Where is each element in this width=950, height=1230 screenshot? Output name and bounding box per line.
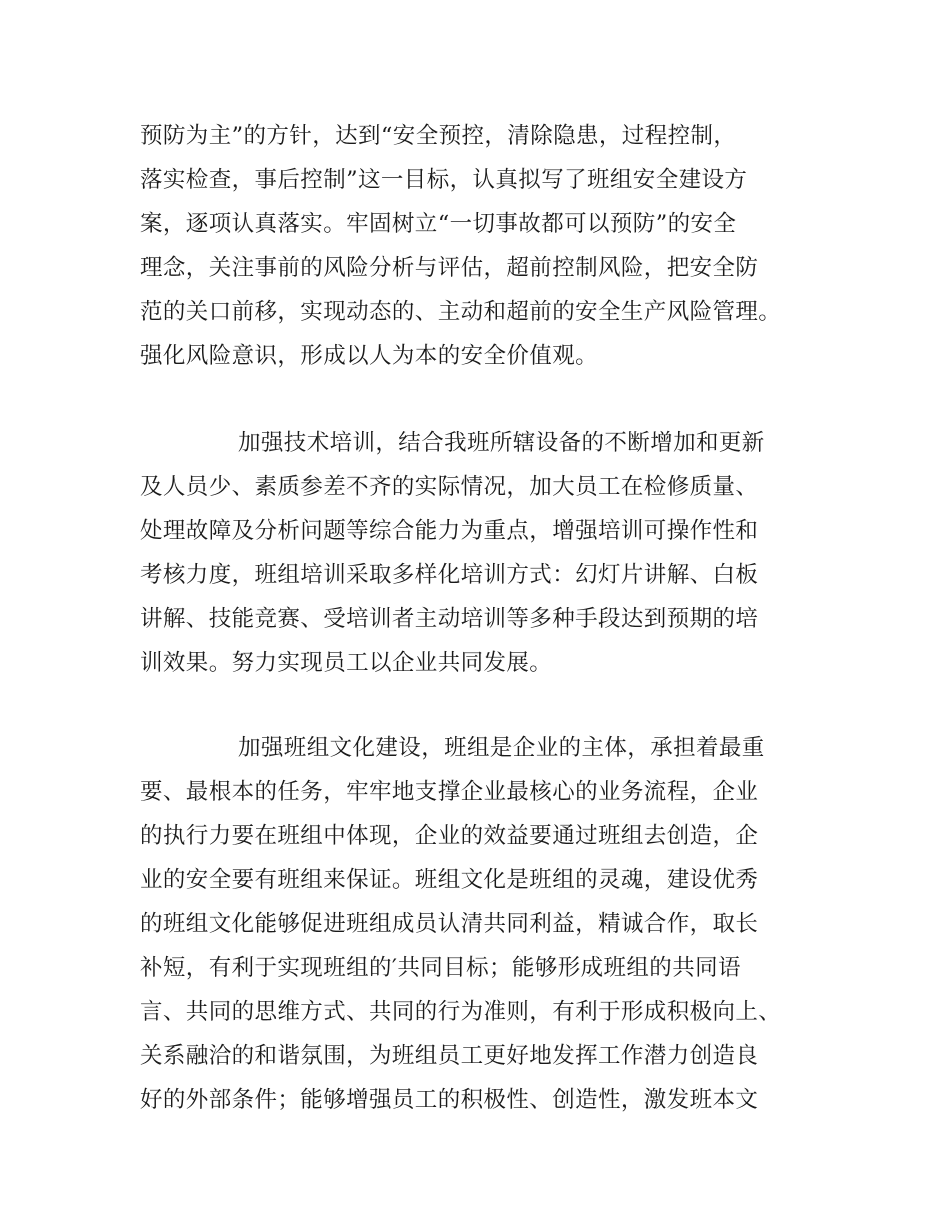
text-line: 讲解、技能竞赛、受培训者主动培训等多种手段达到预期的培: [140, 606, 759, 632]
text-line: 言、共同的思维方式、共同的行为准则，有利于形成积极向上、: [140, 999, 782, 1025]
text-line: 关系融洽的和谐氛围，为班组员工更好地发挥工作潜力创造良: [140, 1043, 759, 1069]
text-line: 补短，有利于实现班组的′共同目标；能够形成班组的共同语: [140, 955, 741, 981]
text-line: 的班组文化能够促进班组成员认清共同利益，精诚合作，取长: [140, 911, 759, 937]
text-line: 处理故障及分析问题等综合能力为重点，增强培训可操作性和: [140, 518, 759, 544]
text-line: 考核力度，班组培训采取多样化培训方式：幻灯片讲解、白板: [140, 562, 759, 588]
text-line: 范的关口前移，实现动态的、主动和超前的安全生产风险管理。: [140, 299, 782, 325]
text-line: 及人员少、素质参差不齐的实际情况，加大员工在检修质量、: [140, 474, 759, 500]
text-line: 理念，关注事前的风险分析与评估，超前控制风险，把安全防: [140, 255, 759, 281]
text-line: 强化风险意识，形成以人为本的安全价值观。: [140, 343, 599, 369]
text-line: 好的外部条件；能够增强员工的积极性、创造性，激发班本文: [140, 1087, 759, 1113]
text-line: 落实检查，事后控制”这一目标，认真拟写了班组安全建设方: [140, 167, 748, 193]
text-line: 业的安全要有班组来保证。班组文化是班组的灵魂，建设优秀: [140, 867, 759, 893]
text-line: 案，逐项认真落实。牢固树立“一切事故都可以预防”的安全: [140, 211, 737, 237]
text-line: 要、最根本的任务，牢牢地支撑企业最核心的业务流程，企业: [140, 779, 759, 805]
text-line: 加强班组文化建设，班组是企业的主体，承担着最重: [238, 735, 765, 761]
text-line: 加强技术培训，结合我班所辖设备的不断增加和更新: [238, 430, 765, 456]
text-line: 的执行力要在班组中体现，企业的效益要通过班组去创造，企: [140, 823, 759, 849]
text-line: 预防为主”的方针，达到“安全预控，清除隐患，过程控制，: [140, 123, 737, 149]
text-line: 训效果。努力实现员工以企业共同发展。: [140, 650, 553, 676]
